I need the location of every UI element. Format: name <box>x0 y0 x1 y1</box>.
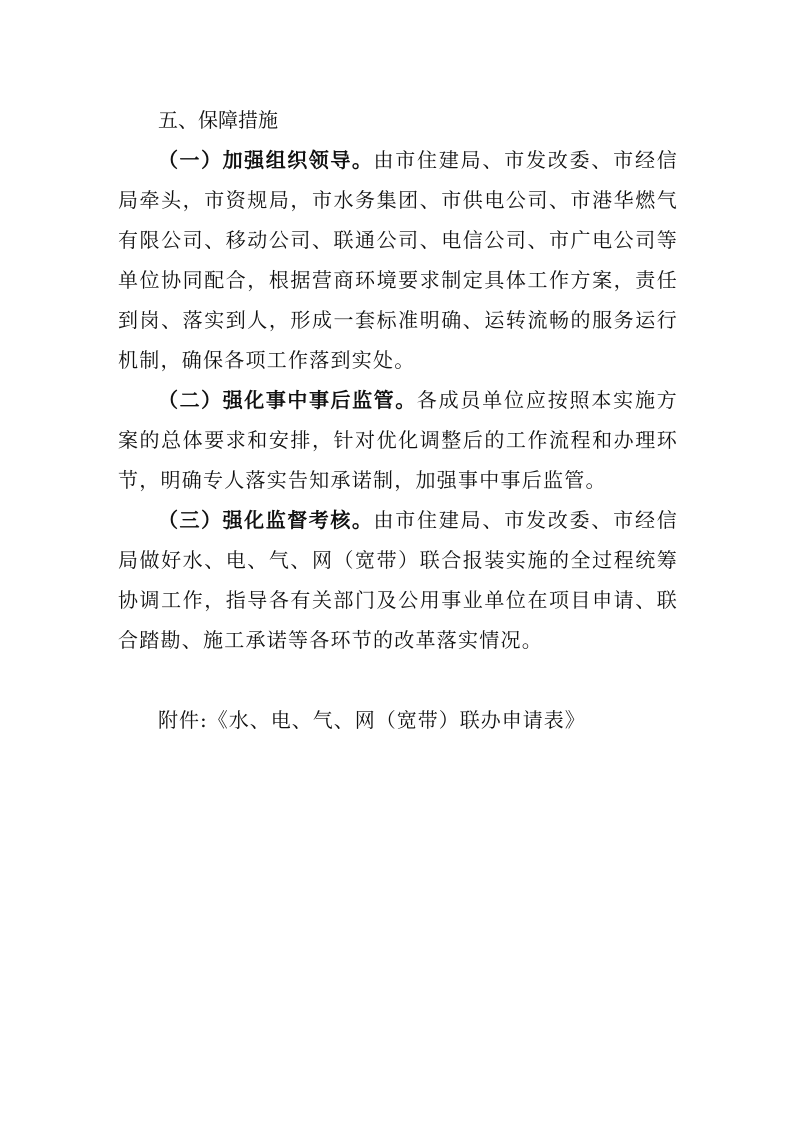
section-title: 五、保障措施 <box>158 108 278 132</box>
measure-paragraph-3 <box>118 500 678 660</box>
measure-2-heading: （二）强化事中事后监管。 <box>158 388 417 412</box>
measure-3-text: 由市住建局、市发改委、市经信局做好水、电、气、网（宽带）联合报装实施的全过程统筹协调工作，指导各有关部门及公用事业单位在项目申请、联合踏勘、施工承诺等各环节的改革落实情况。 <box>118 508 679 652</box>
measure-1-text: 由市住建局、市发改委、市经信局牵头，市资规局，市水务集团、市供电公司、市港华燃气有限公司、移动公司、联通公司、电信公司、市广电公司等单位协同配合，根据营商环境要求制定具体工作方案，责任到岗、落实到人，形成一套标准明确、运转流畅的服务运行机制，确保各项工作落到实处。 <box>118 148 679 372</box>
measure-3-heading: （三）强化监督考核。 <box>158 508 374 532</box>
measure-1-heading: （一）加强组织领导。 <box>158 148 374 172</box>
measure-paragraph-1 <box>118 140 678 380</box>
document-body <box>118 100 678 740</box>
measure-2-text: 各成员单位应按照本实施方案的总体要求和安排，针对优化调整后的工作流程和办理环节，明确专人落实告知承诺制，加强事中事后监管。 <box>118 388 679 492</box>
measure-paragraph-2 <box>118 380 678 500</box>
attachment-note: 附件:《水、电、气、网（宽带）联办申请表》 <box>158 708 586 732</box>
